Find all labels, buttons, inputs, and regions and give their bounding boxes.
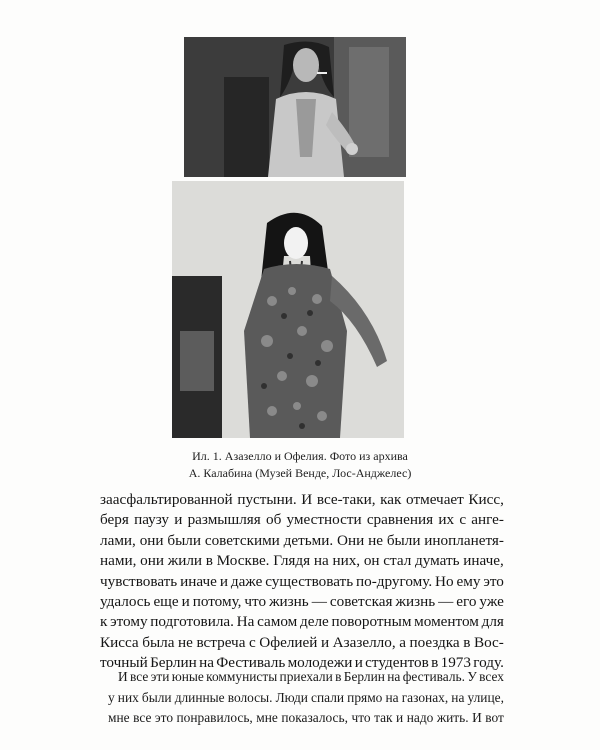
word: точный	[100, 654, 148, 672]
word: Но	[435, 572, 454, 590]
word: ему	[456, 572, 481, 590]
word: удалось	[100, 592, 151, 610]
word: об	[265, 511, 282, 529]
word: вот	[485, 710, 504, 726]
word: отмечает	[406, 491, 464, 508]
word: инопланетя-	[424, 531, 504, 549]
word: всех	[479, 669, 504, 684]
text-line	[100, 531, 504, 551]
word: заасфальтированной	[100, 491, 233, 508]
word: с	[248, 633, 256, 651]
word: Глядя	[273, 552, 311, 570]
word: у	[108, 689, 115, 705]
word: и	[354, 654, 363, 672]
word: И	[118, 669, 128, 684]
word: поездка	[409, 633, 460, 651]
photo-ophelia-image	[172, 181, 404, 438]
word: все	[130, 669, 149, 684]
word: Кисс,	[468, 491, 504, 508]
quote-line	[108, 688, 504, 709]
word: сравнения	[366, 511, 434, 529]
word: И	[472, 710, 482, 726]
word: пустыни.	[237, 491, 297, 508]
word: мне	[256, 710, 278, 726]
word: их	[438, 511, 455, 529]
word: они	[139, 531, 164, 549]
word: —	[311, 592, 327, 610]
word: паузу	[134, 511, 170, 529]
word: мне	[108, 710, 130, 726]
word: к	[100, 613, 108, 631]
word: Офелией	[259, 633, 318, 651]
word: и	[181, 592, 190, 610]
word: молодежи	[287, 654, 353, 672]
word: юные	[171, 669, 204, 684]
word: беря	[100, 511, 129, 529]
word: Фестиваль	[216, 654, 286, 672]
word: на	[199, 654, 214, 672]
word: На	[236, 613, 255, 631]
word: были	[167, 531, 202, 549]
word: поворотным	[331, 613, 412, 631]
word: думать	[415, 552, 460, 570]
quote-paragraph	[108, 667, 504, 729]
word: уже	[479, 592, 504, 610]
word: его	[456, 592, 477, 610]
word: на	[385, 689, 399, 705]
word: даже	[230, 572, 263, 590]
word: понравилось,	[176, 710, 253, 726]
word: эти	[150, 669, 170, 684]
quote-line	[108, 667, 504, 688]
word: приехали	[279, 669, 333, 684]
word: была	[142, 633, 175, 651]
word: коммунисты	[206, 669, 278, 684]
word: лами,	[100, 531, 136, 549]
word: прямо	[347, 689, 383, 705]
photo-azazello-image	[184, 37, 406, 177]
word: и	[320, 633, 330, 651]
word: все	[133, 710, 152, 726]
word: на	[313, 552, 329, 570]
word: не	[178, 633, 193, 651]
caption-line: Ил. 1. Азазелло и Офелия. Фото из архива	[192, 449, 408, 463]
text-line	[100, 633, 504, 653]
word: советскими	[204, 531, 280, 549]
photo-azazello	[184, 37, 406, 177]
word: в	[205, 552, 213, 570]
word: 1973	[440, 654, 471, 672]
word: них,	[332, 552, 361, 570]
word: существовать	[265, 572, 354, 590]
word: были	[386, 531, 421, 549]
word: Вос-	[473, 633, 504, 651]
photo-ophelia	[172, 181, 404, 438]
word: И	[301, 491, 313, 508]
word: иначе,	[463, 552, 504, 570]
figure-caption	[100, 448, 500, 482]
word: них	[117, 689, 139, 705]
word: анге-	[471, 511, 504, 529]
body-paragraph	[100, 490, 504, 674]
word: для	[481, 613, 504, 631]
word: Люди	[275, 689, 308, 705]
word: что	[244, 592, 267, 610]
text-line	[100, 572, 504, 592]
word: подготовила.	[150, 613, 234, 631]
word: советская	[329, 592, 393, 610]
word: потому,	[192, 592, 242, 610]
word: самом	[257, 613, 298, 631]
word: а	[399, 633, 406, 651]
word: были	[141, 689, 172, 705]
word: по-другому.	[356, 572, 433, 590]
word: детьми.	[283, 531, 334, 549]
text-line	[100, 510, 504, 530]
word: —	[438, 592, 454, 610]
word: студентов	[365, 654, 429, 672]
word: в	[431, 654, 439, 672]
word: нами,	[100, 552, 137, 570]
word: спали	[311, 689, 345, 705]
word: стал	[383, 552, 412, 570]
word: жили	[167, 552, 203, 570]
word: Берлин	[150, 654, 197, 672]
word: и	[396, 710, 404, 726]
word: размышляя	[187, 511, 261, 529]
word: жизнь	[395, 592, 436, 610]
word: моментом	[414, 613, 479, 631]
word: деле	[300, 613, 329, 631]
word: иначе	[180, 572, 217, 590]
word: длинные	[174, 689, 225, 705]
word: это	[154, 710, 174, 726]
word: не	[368, 531, 383, 549]
word: улице,	[467, 689, 504, 705]
word: жить.	[436, 710, 469, 726]
word: уместности	[286, 511, 362, 529]
caption-line: А. Калабина (Музей Венде, Лос-Анджелес)	[188, 466, 412, 480]
text-line	[100, 592, 504, 612]
word: показалось,	[281, 710, 348, 726]
word: на	[387, 669, 401, 684]
word: газонах,	[401, 689, 449, 705]
word: Азазелло,	[332, 633, 396, 651]
word: и	[174, 511, 183, 529]
word: этому	[110, 613, 148, 631]
word: У	[467, 669, 477, 684]
word: он	[363, 552, 380, 570]
quote-line	[108, 708, 504, 729]
word: в	[335, 669, 342, 684]
word: еще	[153, 592, 179, 610]
text-line	[100, 612, 504, 632]
word: встреча	[196, 633, 246, 651]
word: году.	[473, 654, 504, 672]
word: что	[351, 710, 371, 726]
word: на	[451, 689, 465, 705]
word: они	[140, 552, 164, 570]
word: волосы.	[227, 689, 273, 705]
word: это	[483, 572, 504, 590]
word: Они	[337, 531, 365, 549]
word: чувствовать	[100, 572, 178, 590]
word: фестиваль.	[402, 669, 465, 684]
word: так	[374, 710, 393, 726]
word: Берлин	[343, 669, 385, 684]
word: Кисса	[100, 633, 139, 651]
word: все-таки,	[316, 491, 376, 508]
word: с	[459, 511, 467, 529]
text-line	[100, 490, 504, 510]
word: надо	[406, 710, 434, 726]
word: Москве.	[216, 552, 270, 570]
word: и	[219, 572, 228, 590]
word: жизнь	[269, 592, 309, 610]
text-line	[100, 551, 504, 571]
word: как	[380, 491, 402, 508]
word: в	[463, 633, 471, 651]
